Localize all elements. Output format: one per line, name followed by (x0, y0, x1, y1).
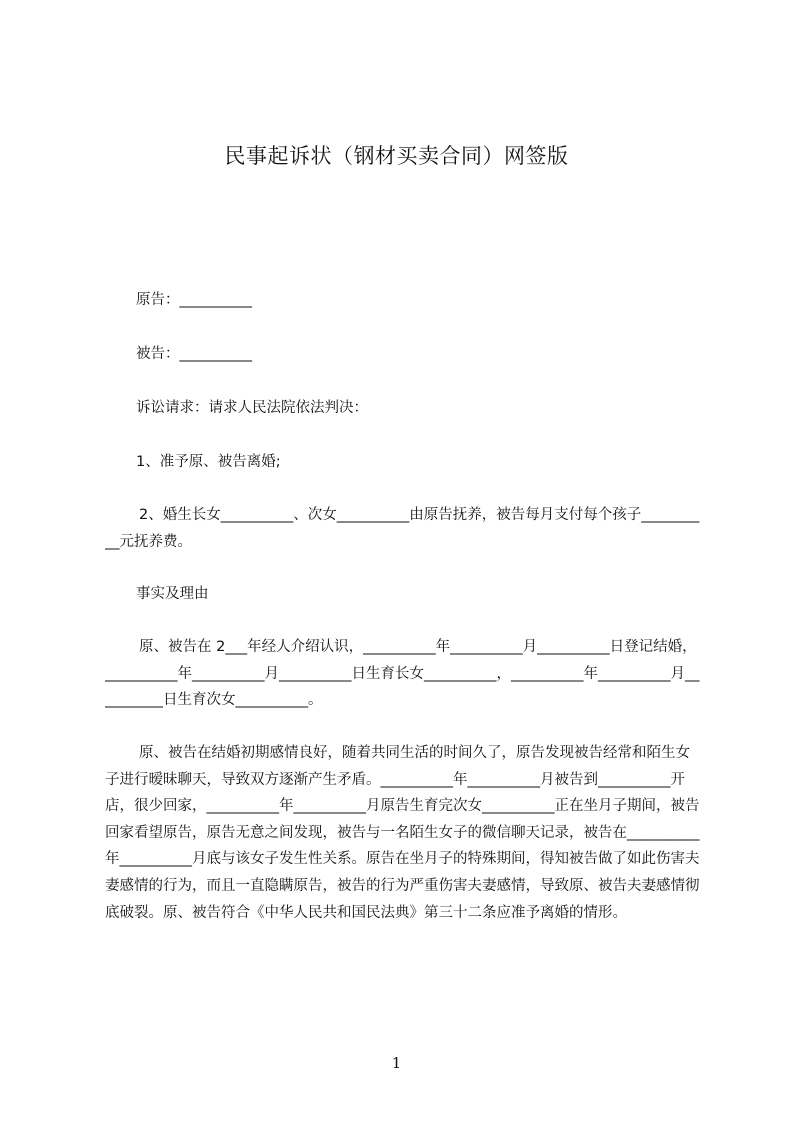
page-number: 1 (391, 1054, 402, 1072)
document-title: 民事起诉状（钢材买卖合同）网签版 (224, 144, 569, 168)
claims-heading: 诉讼请求：请求人民法院依法判决： (136, 400, 368, 416)
facts-paragraph-1: 原、被告在 2___年经人介绍认识，__________年__________月__________日登记结婚，__________年__________月__________日生育长女__________，__________年__________月__________日生育次女__________。 (105, 639, 700, 709)
facts-heading: 事实及理由 (136, 586, 209, 602)
plaintiff-line: 原告：__________ (136, 292, 252, 308)
defendant-line: 被告：__________ (136, 346, 252, 362)
facts-paragraph-2: 原、被告在结婚初期感情良好，随着共同生活的时间久了，原告发现被告经常和陌生女子进行暧昧聊天，导致双方逐渐产生矛盾。__________年__________月被告到__________开店，很少回家，__________年__________月原告生育完次女__________正在坐月子期间，被告回家看望原告，原告无意之间发现，被告与一名陌生女子的微信聊天记录，被告在__________年__________月底与该女子发生性关系。原告在坐月子的特殊期间，得知被告做了如此伤害夫妻感情的行为，而且一直隐瞒原告，被告的行为严重伤害夫妻感情，导致原、被告夫妻感情彻底破裂。原、被告符合《中华人民共和国民法典》第三十二条应准予离婚的情形。 (105, 745, 700, 921)
claim-item-2: 2、婚生长女__________、次女__________由原告抚养，被告每月支付每个孩子__________元抚养费。 (105, 507, 700, 550)
claim-item-1: 1、准予原、被告离婚; (136, 454, 281, 470)
